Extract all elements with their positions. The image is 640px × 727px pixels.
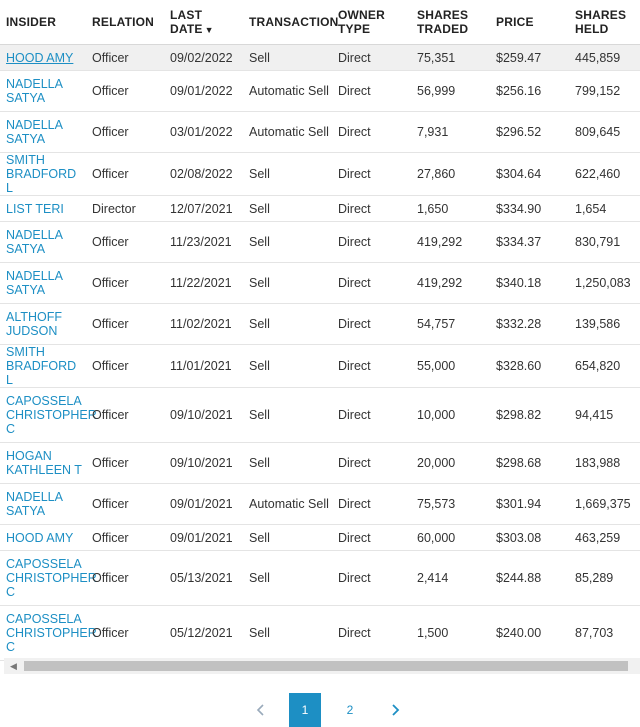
- insider-name-line[interactable]: SATYA: [6, 91, 46, 105]
- shares-held-cell: 654,820: [569, 345, 640, 388]
- col-header-owner-type[interactable]: OWNER TYPE: [338, 8, 385, 36]
- relation-cell: Officer: [86, 443, 164, 484]
- table-row: [0, 304, 640, 345]
- insider-name-line[interactable]: C: [6, 585, 16, 599]
- relation-cell: Officer: [86, 345, 164, 388]
- shares-traded-cell: 419,292: [411, 263, 490, 304]
- insider-name-link[interactable]: [0, 71, 86, 112]
- insider-name-line[interactable]: SATYA: [6, 283, 46, 297]
- date-cell: 03/01/2022: [164, 112, 243, 153]
- transaction-cell: Sell: [243, 388, 332, 443]
- insider-name-link[interactable]: [0, 222, 86, 263]
- owner-type-cell: Direct: [332, 71, 411, 112]
- col-header-relation[interactable]: RELATION: [92, 15, 155, 29]
- shares-held-cell: 445,859: [569, 45, 640, 71]
- transaction-cell: Automatic Sell: [243, 112, 332, 153]
- table-header-row: [0, 0, 640, 45]
- transaction-cell: Sell: [243, 525, 332, 551]
- date-cell: 05/13/2021: [164, 551, 243, 606]
- table-row: [0, 263, 640, 304]
- insider-name-line[interactable]: C: [6, 640, 16, 654]
- owner-type-cell: Direct: [332, 222, 411, 263]
- insider-name-line[interactable]: BRADFORD L: [6, 167, 77, 195]
- date-cell: 02/08/2022: [164, 153, 243, 196]
- relation-cell: Officer: [86, 112, 164, 153]
- date-cell: 11/01/2021: [164, 345, 243, 388]
- insider-name-line[interactable]: ALTHOFF: [6, 310, 63, 324]
- table-row: [0, 153, 640, 196]
- col-header-price[interactable]: PRICE: [496, 15, 534, 29]
- shares-held-cell: 1,250,083: [569, 263, 640, 304]
- page-1-button[interactable]: 1: [289, 693, 321, 727]
- date-cell: 11/02/2021: [164, 304, 243, 345]
- shares-traded-cell: 1,500: [411, 606, 490, 661]
- insider-name-line[interactable]: CHRISTOPHER: [6, 408, 97, 422]
- chevron-left-icon: [253, 702, 269, 718]
- shares-traded-cell: 56,999: [411, 71, 490, 112]
- scrollbar-thumb[interactable]: [24, 661, 628, 671]
- insider-name-link[interactable]: [0, 606, 97, 661]
- transaction-cell: Sell: [243, 196, 332, 222]
- shares-held-cell: 1,654: [569, 196, 640, 222]
- relation-cell: Officer: [86, 388, 164, 443]
- owner-type-cell: Direct: [332, 388, 411, 443]
- insider-name-line[interactable]: CAPOSSELA: [6, 394, 82, 408]
- owner-type-cell: Direct: [332, 551, 411, 606]
- owner-type-cell: Direct: [332, 345, 411, 388]
- table-row: [0, 71, 640, 112]
- shares-held-cell: 94,415: [569, 388, 640, 443]
- shares-traded-cell: 10,000: [411, 388, 490, 443]
- col-header-shares-held[interactable]: SHARES HELD: [575, 8, 627, 36]
- price-cell: $334.37: [490, 222, 569, 263]
- insider-name-link[interactable]: [0, 345, 86, 388]
- insider-name-line[interactable]: NADELLA: [6, 77, 63, 91]
- date-cell: 05/12/2021: [164, 606, 243, 661]
- owner-type-cell: Direct: [332, 525, 411, 551]
- table-row: [0, 606, 640, 661]
- transaction-cell: Automatic Sell: [243, 71, 332, 112]
- transaction-cell: Sell: [243, 443, 332, 484]
- price-cell: $301.94: [490, 484, 569, 525]
- next-page-button[interactable]: [380, 693, 410, 727]
- relation-cell: Officer: [86, 153, 164, 196]
- insider-name-link[interactable]: [0, 112, 86, 153]
- owner-type-cell: Direct: [332, 45, 411, 71]
- insider-name-line[interactable]: KATHLEEN T: [6, 463, 82, 477]
- relation-cell: Officer: [86, 304, 164, 345]
- date-cell: 09/01/2021: [164, 525, 243, 551]
- insider-name-line[interactable]: SMITH: [6, 153, 45, 167]
- insider-name-link[interactable]: [0, 45, 86, 71]
- owner-type-cell: Direct: [332, 606, 411, 661]
- insider-name-line[interactable]: CAPOSSELA: [6, 557, 82, 571]
- price-cell: $328.60: [490, 345, 569, 388]
- table-row: [0, 443, 640, 484]
- insider-name-link[interactable]: [0, 443, 86, 484]
- shares-held-cell: 87,703: [569, 606, 640, 661]
- relation-cell: Officer: [86, 71, 164, 112]
- relation-cell: Officer: [86, 45, 164, 71]
- insider-name-link[interactable]: [0, 153, 86, 196]
- insider-name-line[interactable]: CAPOSSELA: [6, 612, 82, 626]
- date-cell: 09/01/2021: [164, 484, 243, 525]
- shares-traded-cell: 27,860: [411, 153, 490, 196]
- insider-name-line[interactable]: SATYA: [6, 132, 46, 146]
- relation-cell: Officer: [86, 525, 164, 551]
- insider-name-line[interactable]: HOOD AMY: [6, 50, 74, 65]
- date-cell: 09/10/2021: [164, 388, 243, 443]
- date-cell: 09/01/2022: [164, 71, 243, 112]
- col-header-shares-traded[interactable]: SHARES TRADED: [417, 8, 469, 36]
- price-cell: $240.00: [490, 606, 569, 661]
- insider-name-line[interactable]: NADELLA: [6, 490, 63, 504]
- prev-page-button[interactable]: [246, 693, 276, 727]
- col-header-insider[interactable]: INSIDER: [6, 15, 57, 29]
- date-cell: 09/02/2022: [164, 45, 243, 71]
- shares-traded-cell: 7,931: [411, 112, 490, 153]
- price-cell: $296.52: [490, 112, 569, 153]
- transaction-cell: Sell: [243, 551, 332, 606]
- table-body: [0, 45, 640, 661]
- transaction-cell: Sell: [243, 263, 332, 304]
- price-cell: $298.82: [490, 388, 569, 443]
- insider-name-line[interactable]: SATYA: [6, 504, 46, 518]
- insider-name-link[interactable]: [0, 525, 86, 551]
- shares-traded-cell: 1,650: [411, 196, 490, 222]
- price-cell: $303.08: [490, 525, 569, 551]
- insider-name-line[interactable]: CHRISTOPHER: [6, 626, 97, 640]
- relation-cell: Officer: [86, 606, 164, 661]
- table-row: [0, 388, 640, 443]
- transaction-cell: Sell: [243, 304, 332, 345]
- date-cell: 11/22/2021: [164, 263, 243, 304]
- shares-traded-cell: 75,351: [411, 45, 490, 71]
- date-cell: 11/23/2021: [164, 222, 243, 263]
- insider-name-line[interactable]: HOGAN: [6, 449, 52, 463]
- table-row: [0, 525, 640, 551]
- table-row: [0, 196, 640, 222]
- table-row: [0, 112, 640, 153]
- insider-name-link[interactable]: [0, 388, 97, 443]
- shares-held-cell: 830,791: [569, 222, 640, 263]
- page-2-button[interactable]: 2: [346, 703, 354, 717]
- date-cell: 12/07/2021: [164, 196, 243, 222]
- shares-traded-cell: 20,000: [411, 443, 490, 484]
- pagination: [0, 693, 640, 727]
- insider-name-line[interactable]: BRADFORD L: [6, 359, 77, 387]
- insider-name-link[interactable]: [0, 196, 86, 222]
- shares-held-cell: 463,259: [569, 525, 640, 551]
- insider-name-link[interactable]: [0, 551, 97, 606]
- owner-type-cell: Direct: [332, 263, 411, 304]
- price-cell: $332.28: [490, 304, 569, 345]
- scroll-left-arrow-icon[interactable]: ◀: [10, 661, 17, 671]
- insider-name-line[interactable]: NADELLA: [6, 269, 63, 283]
- transaction-cell: Automatic Sell: [243, 484, 332, 525]
- insider-name-line[interactable]: NADELLA: [6, 228, 63, 242]
- date-cell: 09/10/2021: [164, 443, 243, 484]
- shares-held-cell: 799,152: [569, 71, 640, 112]
- shares-held-cell: 85,289: [569, 551, 640, 606]
- shares-traded-cell: 75,573: [411, 484, 490, 525]
- insider-name-line[interactable]: LIST TERI: [6, 201, 64, 216]
- insider-name-line[interactable]: CHRISTOPHER: [6, 571, 97, 585]
- shares-held-cell: 183,988: [569, 443, 640, 484]
- table-row: [0, 45, 640, 71]
- relation-cell: Director: [86, 196, 164, 222]
- relation-cell: Officer: [86, 484, 164, 525]
- shares-traded-cell: 54,757: [411, 304, 490, 345]
- table-row: [0, 551, 640, 606]
- price-cell: $334.90: [490, 196, 569, 222]
- shares-traded-cell: 60,000: [411, 525, 490, 551]
- relation-cell: Officer: [86, 263, 164, 304]
- transaction-cell: Sell: [243, 45, 332, 71]
- insider-name-line[interactable]: SMITH: [6, 345, 45, 359]
- owner-type-cell: Direct: [332, 112, 411, 153]
- transaction-cell: Sell: [243, 606, 332, 661]
- price-cell: $259.47: [490, 45, 569, 71]
- transaction-cell: Sell: [243, 222, 332, 263]
- insider-name-link[interactable]: [0, 484, 86, 525]
- insider-name-line[interactable]: SATYA: [6, 242, 46, 256]
- shares-held-cell: 809,645: [569, 112, 640, 153]
- shares-traded-cell: 55,000: [411, 345, 490, 388]
- chevron-right-icon: [387, 702, 403, 718]
- price-cell: $256.16: [490, 71, 569, 112]
- price-cell: $244.88: [490, 551, 569, 606]
- price-cell: $298.68: [490, 443, 569, 484]
- transaction-cell: Sell: [243, 153, 332, 196]
- owner-type-cell: Direct: [332, 153, 411, 196]
- shares-traded-cell: 2,414: [411, 551, 490, 606]
- col-header-last-date[interactable]: LAST DATE ▼: [170, 8, 214, 36]
- insider-name-link[interactable]: [0, 263, 86, 304]
- col-header-transaction[interactable]: TRANSACTION: [249, 15, 339, 29]
- table-row: [0, 484, 640, 525]
- relation-cell: Officer: [86, 551, 164, 606]
- insider-name-line[interactable]: JUDSON: [6, 324, 58, 338]
- insider-name-line[interactable]: NADELLA: [6, 118, 63, 132]
- price-cell: $340.18: [490, 263, 569, 304]
- transaction-cell: Sell: [243, 345, 332, 388]
- shares-held-cell: 139,586: [569, 304, 640, 345]
- insider-name-line[interactable]: HOOD AMY: [6, 530, 74, 545]
- shares-held-cell: 622,460: [569, 153, 640, 196]
- table-row: [0, 345, 640, 388]
- shares-held-cell: 1,669,375: [569, 484, 640, 525]
- owner-type-cell: Direct: [332, 484, 411, 525]
- owner-type-cell: Direct: [332, 443, 411, 484]
- insider-name-line[interactable]: C: [6, 422, 16, 436]
- horizontal-scrollbar[interactable]: [4, 658, 640, 674]
- shares-traded-cell: 419,292: [411, 222, 490, 263]
- relation-cell: Officer: [86, 222, 164, 263]
- owner-type-cell: Direct: [332, 304, 411, 345]
- owner-type-cell: Direct: [332, 196, 411, 222]
- sort-desc-icon: ▼: [204, 25, 214, 35]
- insider-name-link[interactable]: [0, 304, 86, 345]
- table-row: [0, 222, 640, 263]
- price-cell: $304.64: [490, 153, 569, 196]
